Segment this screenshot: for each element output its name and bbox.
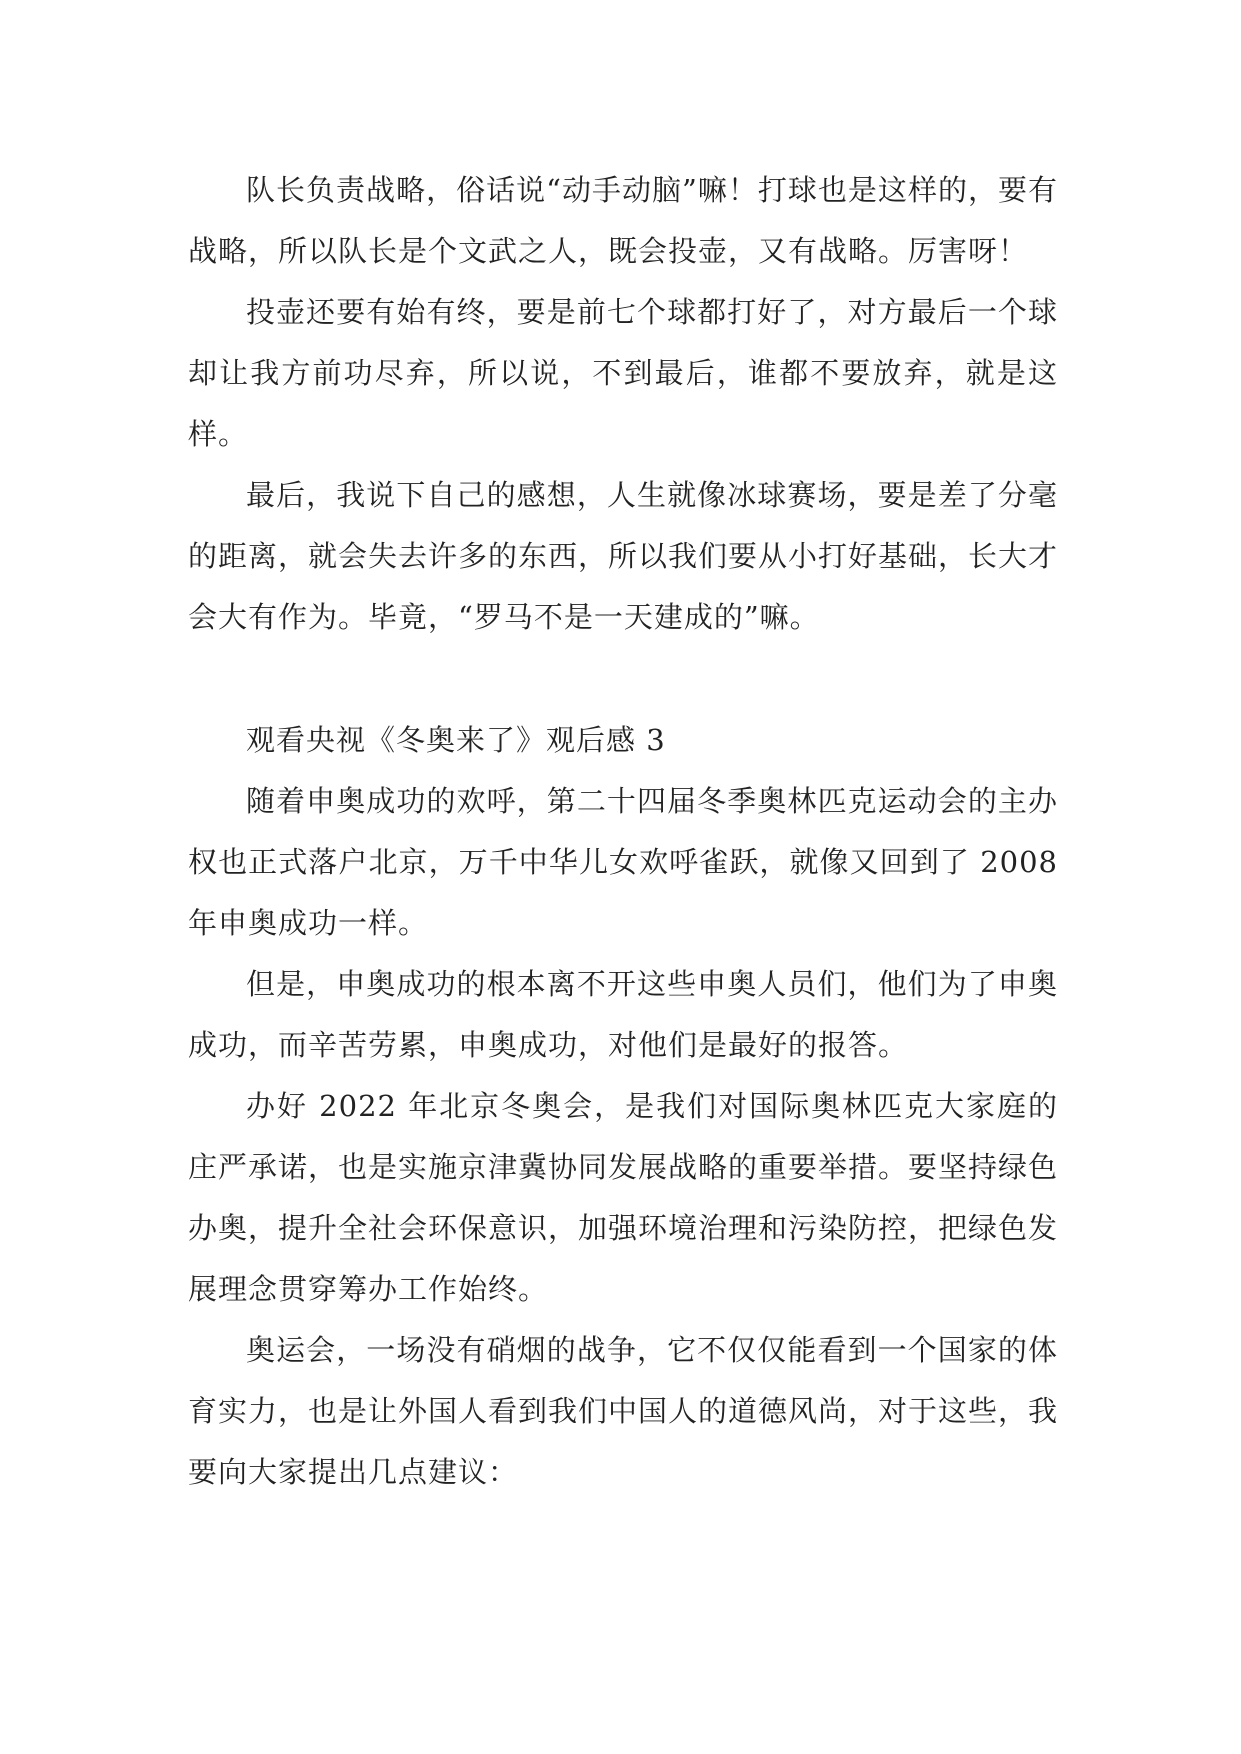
paragraph-green-olympics: 办好 2022 年北京冬奥会，是我们对国际奥林匹克大家庭的庄严承诺，也是实施京津冀协同发展战略的重要举措。要坚持绿色办奥，提升全社会环保意识，加强环境治理和污染防控，把绿色发展理念贯穿筹办工作始终。 xyxy=(188,1089,1059,1306)
paragraph-captain-strategy: 队长负责战略，俗话说“动手动脑”嘛！打球也是这样的，要有战略，所以队长是个文武之人，既会投壶，又有战略。厉害呀！ xyxy=(188,173,1058,268)
paragraph-bid-staff: 但是，申奥成功的根本离不开这些申奥人员们，他们为了申奥成功，而辛苦劳累，申奥成功，对他们是最好的报答。 xyxy=(188,967,1058,1062)
section-title: 观看央视《冬奥来了》观后感 3 xyxy=(246,723,666,757)
paragraph-olympic-spirit: 奥运会，一场没有硝烟的战争，它不仅仅能看到一个国家的体育实力，也是让外国人看到我们中国人的道德风尚，对于这些，我要向大家提出几点建议： xyxy=(188,1333,1059,1489)
paragraph-personal-reflection: 最后，我说下自己的感想，人生就像冰球赛场，要是差了分毫的距离，就会失去许多的东西，所以我们要从小打好基础，长大才会大有作为。毕竟，“罗马不是一天建成的”嘛。 xyxy=(188,478,1059,634)
paragraph-bid-success: 随着申奥成功的欢呼，第二十四届冬季奥林匹克运动会的主办权也正式落户北京，万千中华儿女欢呼雀跃，就像又回到了 2008 年申奥成功一样。 xyxy=(188,784,1058,940)
document-page xyxy=(188,160,1058,1503)
paragraph-never-give-up: 投壶还要有始有终，要是前七个球都打好了，对方最后一个球却让我方前功尽弃，所以说，不到最后，谁都不要放弃，就是这样。 xyxy=(188,295,1058,451)
